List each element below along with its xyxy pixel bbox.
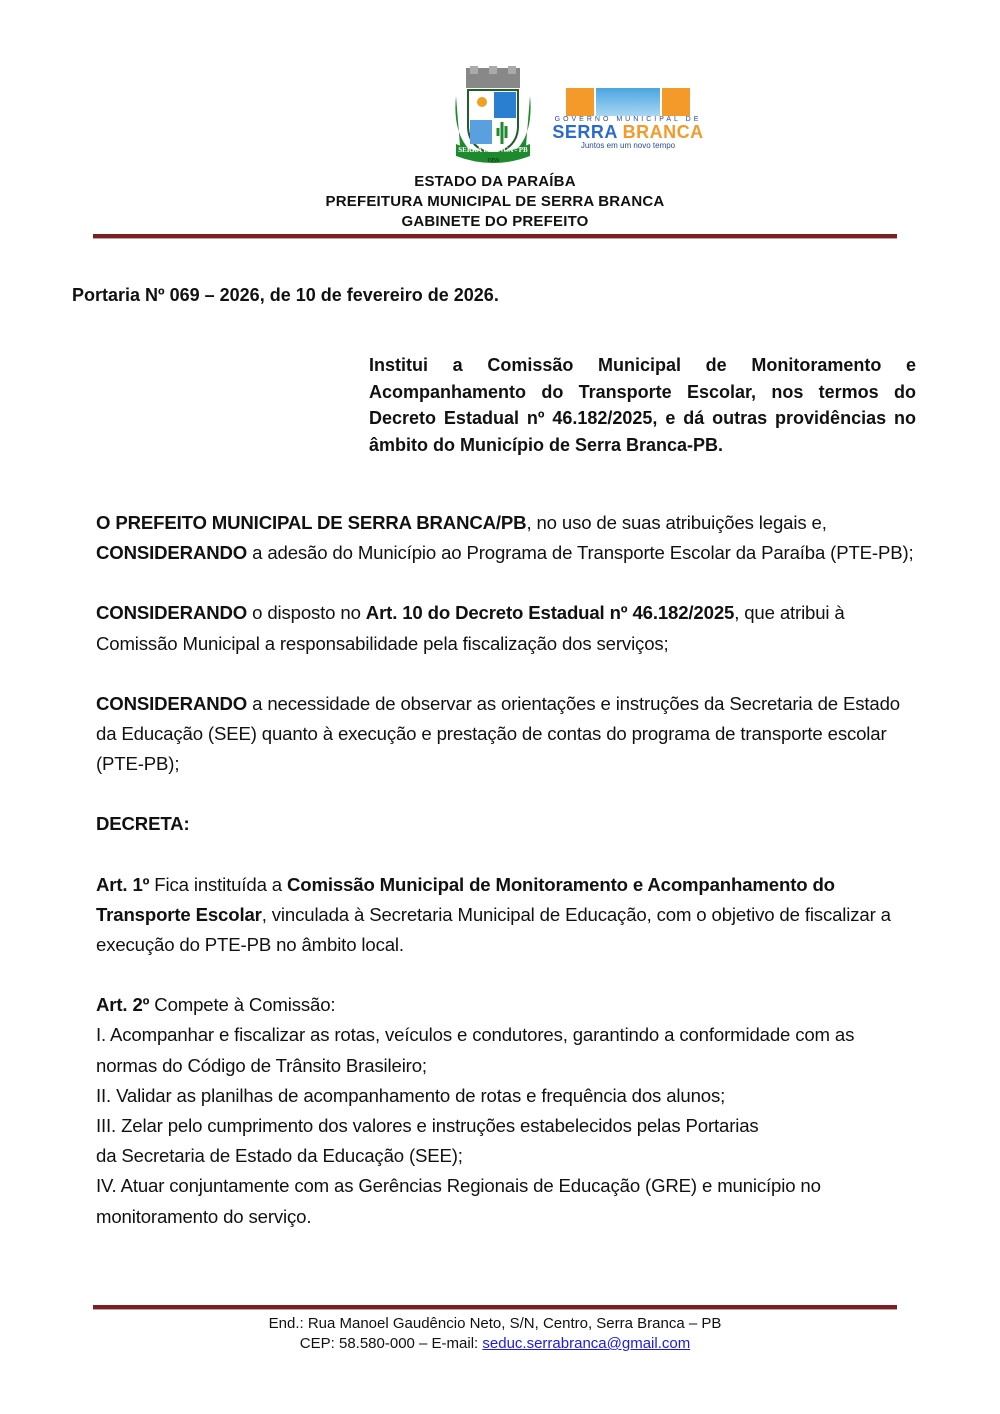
bold-text: CONSIDERANDO xyxy=(96,692,248,714)
text: Compete à Comissão: xyxy=(149,994,336,1016)
footer-cep: CEP: 58.580-000 – E-mail: xyxy=(299,1335,483,1352)
text: a adesão do Município ao Programa de Transporte Escolar da Paraíba (PTE-PB); xyxy=(247,542,914,564)
bold-text: Art. 10 do Decreto Estadual nº 46.182/2025 xyxy=(365,602,735,624)
coat-of-arms-logo xyxy=(452,66,534,166)
header-state: ESTADO DA PARAÍBA xyxy=(414,173,576,190)
text: , vinculada à Secretaria Municipal de Educação, com o objetivo de fiscalizar a execução do PTE-PB no âmbito local. xyxy=(96,903,891,956)
text: a necessidade de observar as orientações e instruções da Secretaria de Estado da Educação (SEE) quanto à execução e prestação de contas do programa de transporte escolar (PTE-PB); xyxy=(96,692,901,775)
logo-slogan: Juntos em um novo tempo xyxy=(580,141,676,150)
footer-divider xyxy=(93,1305,897,1310)
bold-text: DECRETA: xyxy=(96,813,190,835)
header-gabinete: GABINETE DO PREFEITO xyxy=(401,213,589,230)
ementa: Institui a Comissão Municipal de Monitoramento e Acompanhamento do Transporte Escolar, nos termos do Decreto Estadual nº 46.182/2025, e dá outras providências no âmbito do Município de Serra Branca-PB. xyxy=(369,355,916,455)
paragraph xyxy=(96,508,918,538)
text: III. Zelar pelo cumprimento dos valores e instruções estabelecidos pelas Portarias xyxy=(96,1115,759,1137)
bold-text: CONSIDERANDO xyxy=(96,602,248,624)
bold-text: Art. 1º xyxy=(96,873,150,895)
header-prefeitura: PREFEITURA MUNICIPAL DE SERRA BRANCA xyxy=(325,193,665,210)
text: IV. Atuar conjuntamente com as Gerências Regionais de Educação (GRE) e município no monitoramento do serviço. xyxy=(96,1175,821,1227)
paragraph xyxy=(96,689,918,780)
text: , que atribui à Comissão Municipal a responsabilidade pela fiscalização dos serviços; xyxy=(96,602,845,654)
logo-banner xyxy=(548,88,708,116)
text: o disposto no xyxy=(247,602,366,624)
paragraph xyxy=(96,990,918,1020)
document-body xyxy=(96,508,918,1232)
paragraph xyxy=(96,1081,918,1111)
paragraph xyxy=(96,809,918,839)
text: I. Acompanhar e fiscalizar as rotas, veículos e condutores, garantindo a conformidade com as normas do Código de Trânsito Brasileiro; xyxy=(96,1024,855,1076)
paragraph xyxy=(96,538,918,568)
bold-text: Comissão Municipal de Monitoramento e Acompanhamento do Transporte Escolar xyxy=(96,873,835,925)
paragraph xyxy=(96,598,918,658)
bold-text: Art. 2º xyxy=(96,994,150,1016)
bold-text: CONSIDERANDO xyxy=(96,542,248,564)
paragraph xyxy=(96,1141,918,1171)
bold-text: O PREFEITO MUNICIPAL DE SERRA BRANCA/PB xyxy=(96,512,527,533)
footer-address: End.: Rua Manoel Gaudêncio Neto, S/N, Centro, Serra Branca – PB xyxy=(268,1315,722,1332)
text: Fica instituída a xyxy=(149,873,287,895)
portaria-title: Portaria Nº 069 – 2026, de 10 de fevereiro de 2026. xyxy=(72,285,499,305)
logo-name-2: BRANCA xyxy=(622,122,704,142)
governo-logo xyxy=(548,88,708,150)
footer-contact xyxy=(0,1334,990,1354)
paragraph xyxy=(96,1171,918,1231)
paragraph xyxy=(96,870,918,961)
logo-name-1: SERRA xyxy=(552,122,618,142)
coat-of-arms-year: 1959 xyxy=(487,158,499,164)
text: II. Validar as planilhas de acompanhamento de rotas e frequência dos alunos; xyxy=(96,1084,726,1106)
text: da Secretaria de Estado da Educação (SEE); xyxy=(96,1145,463,1167)
header-divider xyxy=(93,234,897,239)
text: , no uso de suas atribuições legais e, xyxy=(526,512,827,533)
email-link[interactable]: seduc.serrabranca@gmail.com xyxy=(482,1335,691,1352)
logo-top-text: GOVERNO MUNICIPAL DE xyxy=(554,116,702,123)
coat-of-arms-text: SERRA BRANCA - PB xyxy=(458,146,528,154)
paragraph xyxy=(96,1020,918,1080)
paragraph xyxy=(96,1111,918,1141)
